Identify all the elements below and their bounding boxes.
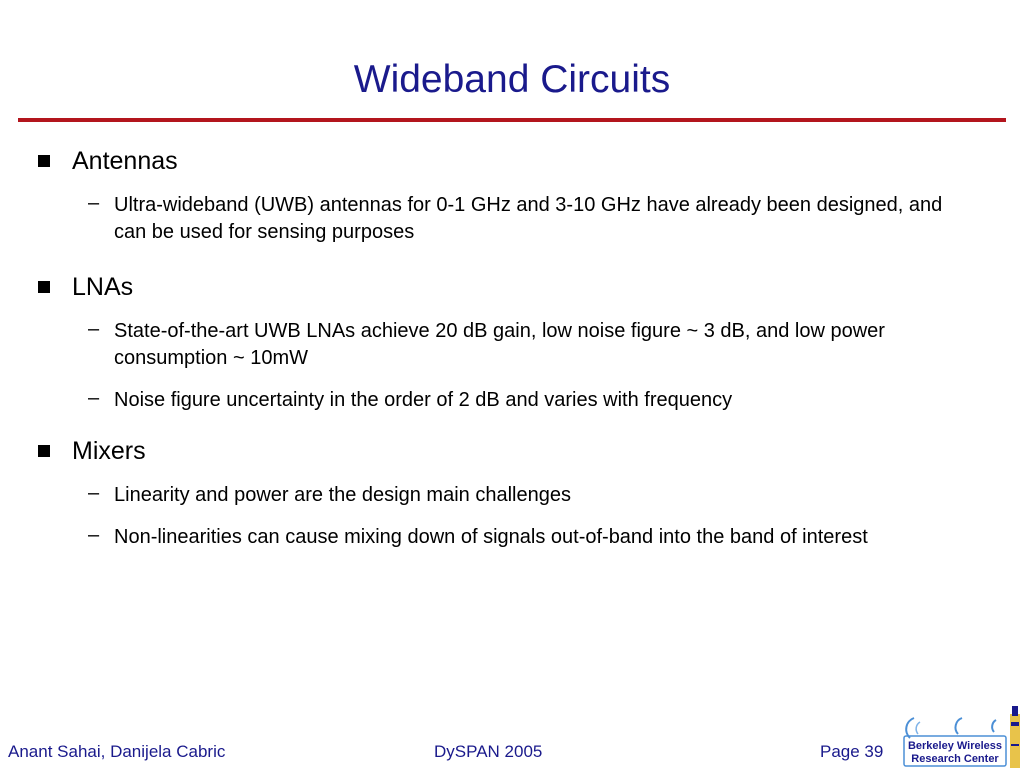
footer-conference: DySPAN 2005 [434, 742, 543, 761]
section-heading-label: LNAs [72, 273, 134, 301]
logo-line2: Research Center [911, 753, 999, 765]
section-heading-label: Mixers [72, 437, 146, 465]
dash-bullet-icon: – [88, 387, 100, 409]
berkeley-wireless-logo [900, 704, 1024, 768]
list-item-text: Linearity and power are the design main challenges [114, 484, 571, 506]
dash-bullet-icon: – [88, 192, 100, 214]
section-heading-label: Antennas [72, 147, 178, 175]
dash-bullet-icon: – [88, 482, 100, 504]
dash-bullet-icon: – [88, 318, 100, 340]
footer-authors: Anant Sahai, Danijela Cabric [8, 742, 226, 761]
dash-bullet-icon: – [88, 524, 100, 546]
footer-page-number: Page 39 [820, 742, 884, 761]
list-item-text: Ultra-wideband (UWB) antennas for 0-1 GHz and 3-10 GHz have already been designed, and can be used for sensing purposes [114, 194, 943, 243]
square-bullet-icon [38, 155, 50, 167]
square-bullet-icon [38, 281, 50, 293]
list-item-text: State-of-the-art UWB LNAs achieve 20 dB gain, low noise figure ~ 3 dB, and low power consumption ~ 10mW [114, 320, 885, 369]
title-divider [18, 118, 1006, 122]
list-item-text: Non-linearities can cause mixing down of signals out-of-band into the band of interest [114, 526, 868, 548]
slide-title: Wideband Circuits [353, 58, 671, 101]
list-item-text: Noise figure uncertainty in the order of 2 dB and varies with frequency [114, 389, 733, 411]
square-bullet-icon [38, 445, 50, 457]
logo-line1: Berkeley Wireless [907, 740, 1003, 752]
